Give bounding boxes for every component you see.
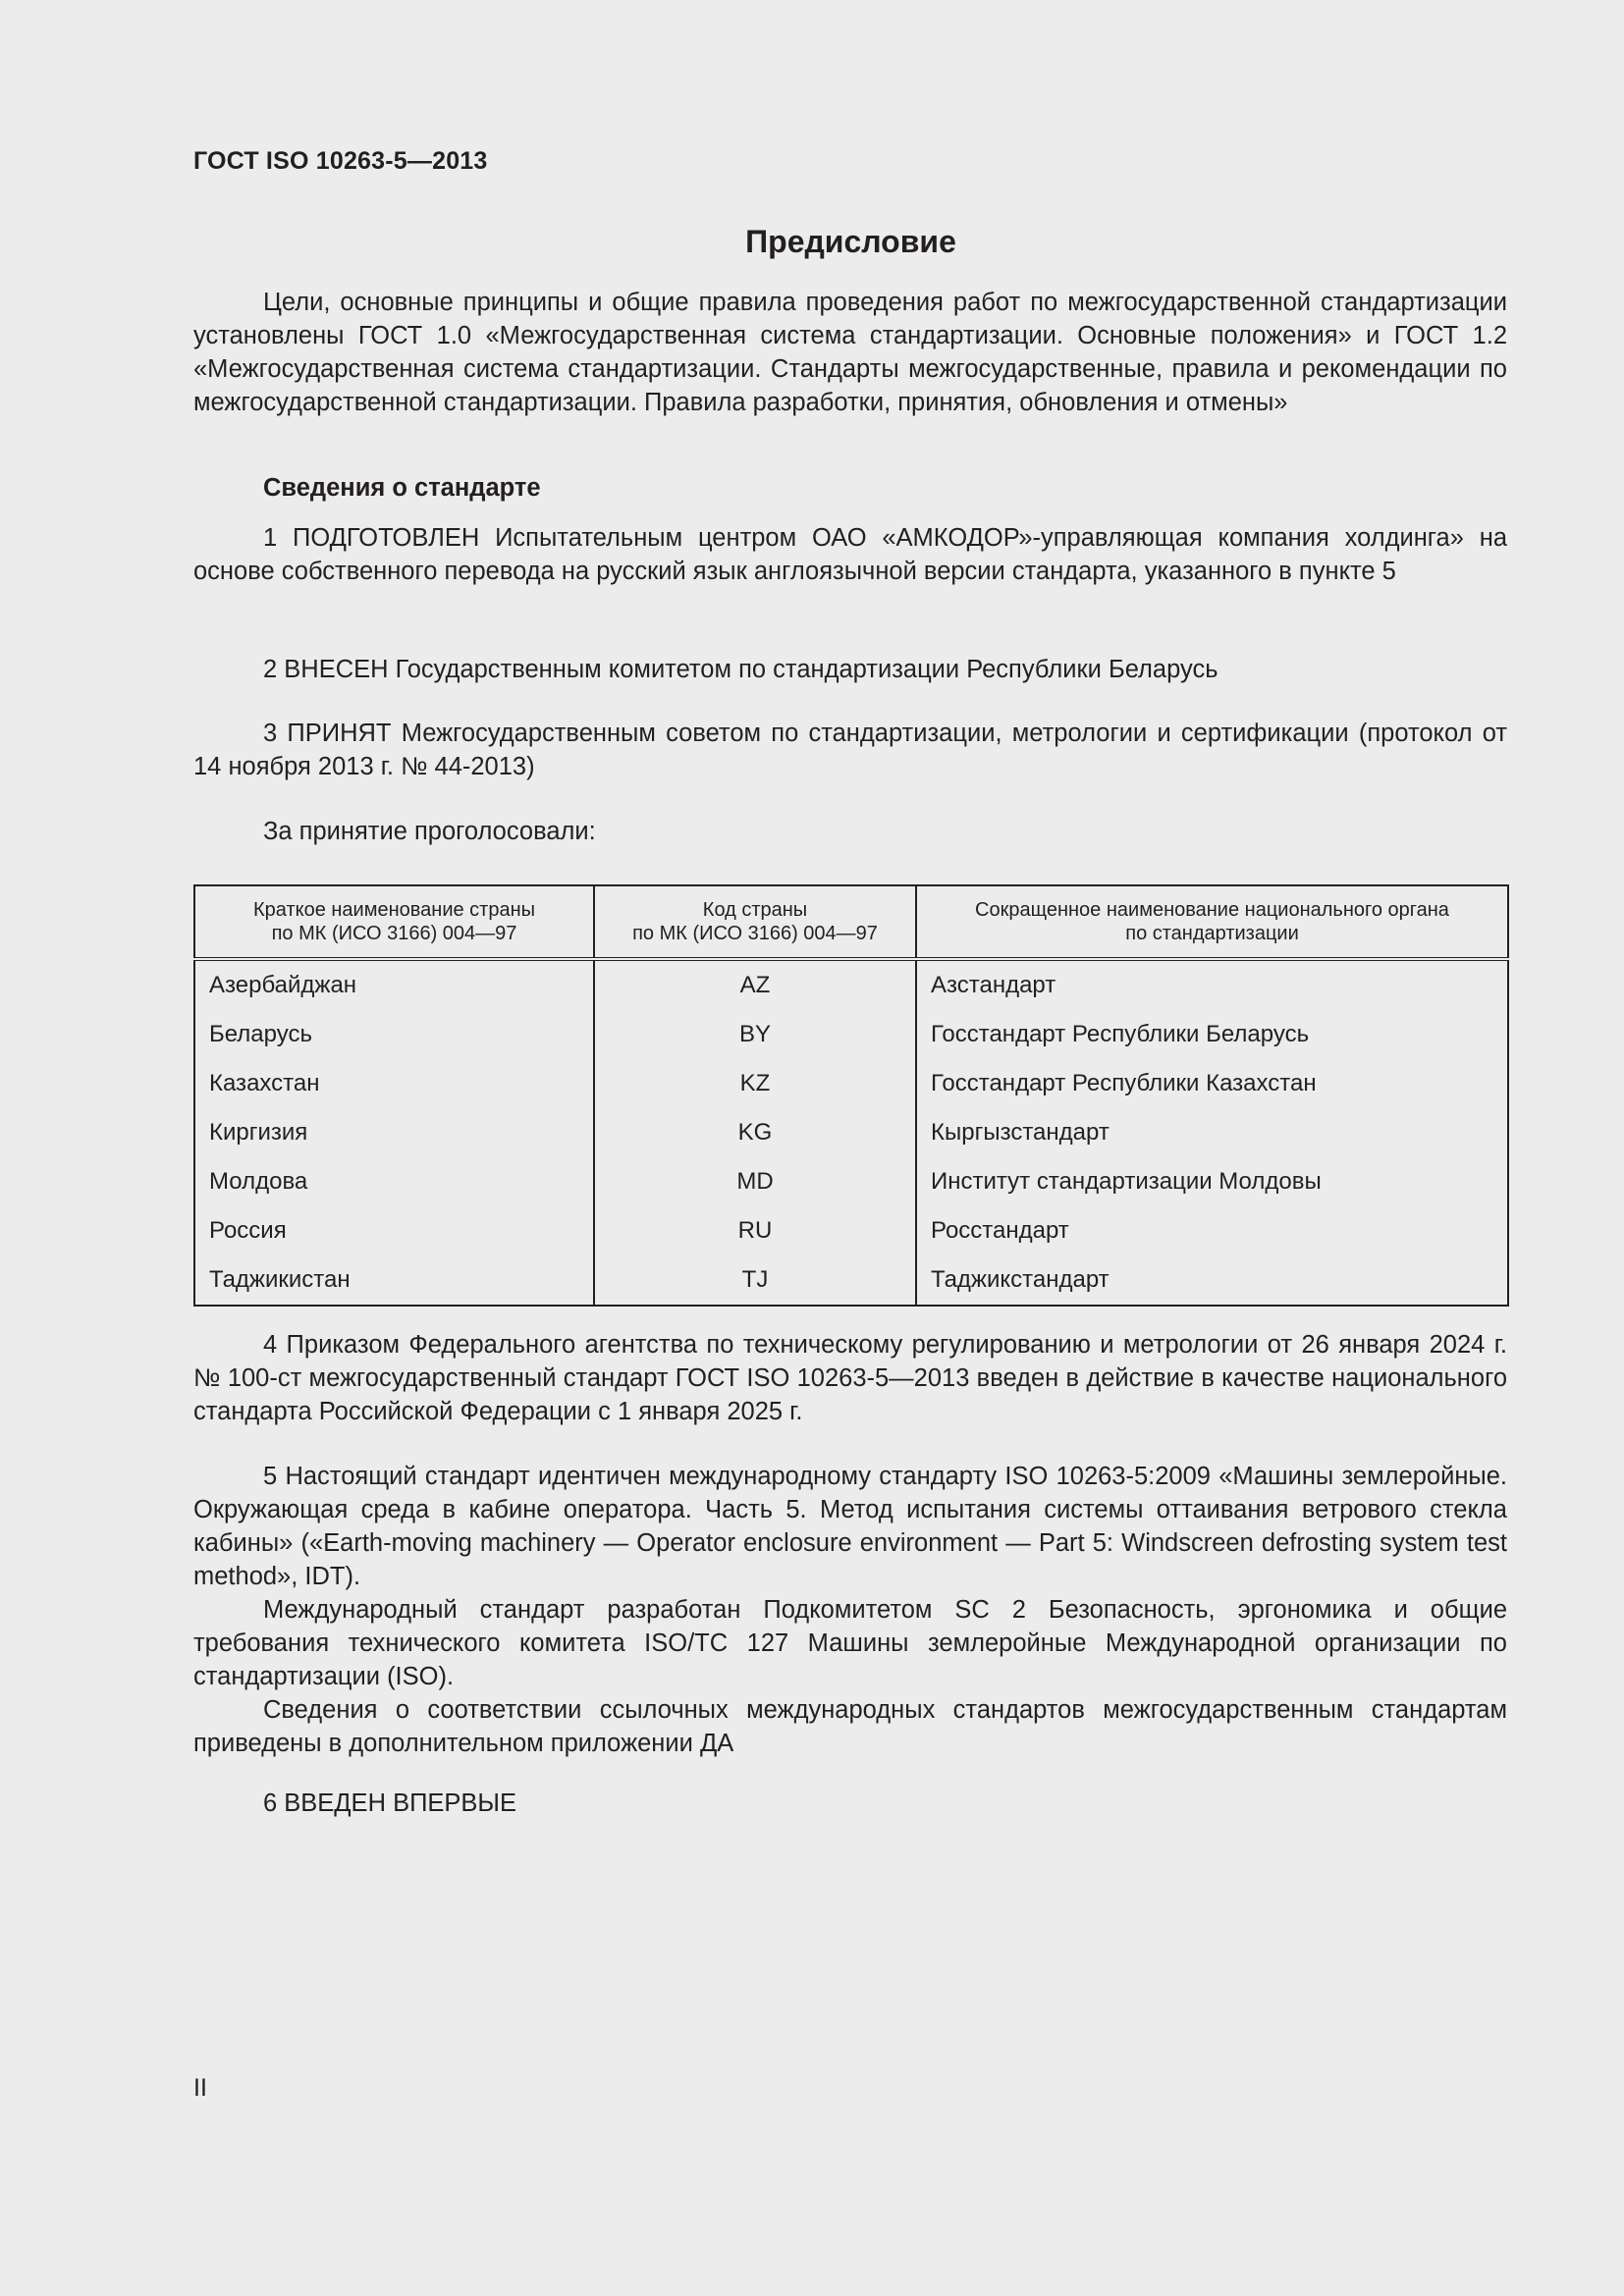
- body-cell: Госстандарт Республики Казахстан: [931, 1070, 1317, 1096]
- table-row: [194, 1255, 1508, 1306]
- document-header: ГОСТ ISO 10263-5—2013: [193, 147, 488, 175]
- table-row: [194, 1010, 1508, 1059]
- table-row: [194, 1157, 1508, 1206]
- intro-block: [193, 286, 1507, 419]
- item-4-block: [193, 1328, 1507, 1428]
- column-header-body: Сокращенное наименование национального органа по стандартизации: [916, 885, 1508, 959]
- country-cell: Казахстан: [194, 1059, 594, 1108]
- table-row: [194, 1108, 1508, 1157]
- item-3-block: [193, 717, 1507, 783]
- vote-block: [193, 815, 1507, 848]
- country-cell: Россия: [194, 1206, 594, 1255]
- page-number: II: [193, 2074, 207, 2102]
- column-header-code: Код страны по МК (ИСО 3166) 004—97: [594, 885, 916, 959]
- item-1-block: [193, 521, 1507, 588]
- section-subheading: Сведения о стандарте: [263, 474, 541, 502]
- countries-table: [193, 884, 1509, 1307]
- code-cell: KG: [594, 1108, 916, 1157]
- vote-line: За принятие проголосовали:: [263, 818, 596, 845]
- country-cell: Таджикистан: [194, 1255, 594, 1306]
- country-cell: Азербайджан: [194, 959, 594, 1010]
- column-header-country: Краткое наименование страны по МК (ИСО 3166) 004—97: [194, 885, 594, 959]
- body-cell: Госстандарт Республики Беларусь: [931, 1021, 1310, 1047]
- country-cell: Молдова: [194, 1157, 594, 1206]
- table-row: [194, 1206, 1508, 1255]
- code-cell: BY: [594, 1010, 916, 1059]
- body-cell: Азстандарт: [931, 972, 1056, 998]
- intro-paragraph: Цели, основные принципы и общие правила проведения работ по межгосударственной стандартизации установлены ГОСТ 1.0 «Межгосударственная система стандартизации. Основные положения» и ГОСТ 1.2 «Межгосударственная система стандартизации. Стандарты межгосударственные, правила и рекомендации по межгосударственной стандартизации. Правила разработки, принятия, обновления и отмены»: [193, 289, 1507, 416]
- item-5-main: 5 Настоящий стандарт идентичен международному стандарту ISO 10263-5:2009 «Машины землеройные. Окружающая среда в кабине оператора. Часть 5. Метод испытания системы оттаивания ветрового стекла кабины» («Earth-moving machinery — Operator enclosure environment — Part 5: Windscreen defrosting system test method», IDT).: [193, 1463, 1507, 1590]
- code-cell: TJ: [594, 1255, 916, 1306]
- item-3: 3 ПРИНЯТ Межгосударственным советом по стандартизации, метрологии и сертификации (протокол от 14 ноября 2013 г. № 44-2013): [193, 720, 1507, 780]
- item-2: 2 ВНЕСЕН Государственным комитетом по стандартизации Республики Беларусь: [263, 656, 1218, 683]
- item-2-block: [193, 653, 1507, 686]
- item-6: 6 ВВЕДЕН ВПЕРВЫЕ: [263, 1789, 517, 1817]
- code-cell: RU: [594, 1206, 916, 1255]
- body-cell: Таджикстандарт: [931, 1266, 1110, 1293]
- table-row: [194, 959, 1508, 1010]
- code-cell: AZ: [594, 959, 916, 1010]
- body-cell: Кыргызстандарт: [931, 1119, 1110, 1146]
- subheading-block: [193, 471, 1507, 505]
- body-cell: Институт стандартизации Молдовы: [931, 1168, 1322, 1195]
- item-5-references: Сведения о соответствии ссылочных международных стандартов межгосударственным стандартам приведены в дополнительном приложении ДА: [193, 1696, 1507, 1757]
- item-4: 4 Приказом Федерального агентства по техническому регулированию и метрологии от 26 января 2024 г. № 100-ст межгосударственный стандарт ГОСТ ISO 10263-5—2013 введен в действие в качестве национального стандарта Российской Федерации с 1 января 2025 г.: [193, 1331, 1507, 1425]
- code-cell: MD: [594, 1157, 916, 1206]
- table-row: [194, 1059, 1508, 1108]
- item-6-block: [193, 1787, 1507, 1820]
- country-cell: Беларусь: [194, 1010, 594, 1059]
- page-title: Предисловие: [745, 224, 956, 259]
- country-cell: Киргизия: [194, 1108, 594, 1157]
- code-cell: KZ: [594, 1059, 916, 1108]
- item-1: 1 ПОДГОТОВЛЕН Испытательным центром ОАО «АМКОДОР»-управляющая компания холдинга» на основе собственного перевода на русский язык англоязычной версии стандарта, указанного в пункте 5: [193, 524, 1507, 585]
- item-5-block: [193, 1460, 1507, 1760]
- table-header-row: [194, 885, 1508, 959]
- body-cell: Росстандарт: [931, 1217, 1069, 1244]
- item-5-committee: Международный стандарт разработан Подкомитетом SC 2 Безопасность, эргономика и общие требования технического комитета ISO/TC 127 Машины землеройные Международной организации по стандартизации (ISO).: [193, 1596, 1507, 1690]
